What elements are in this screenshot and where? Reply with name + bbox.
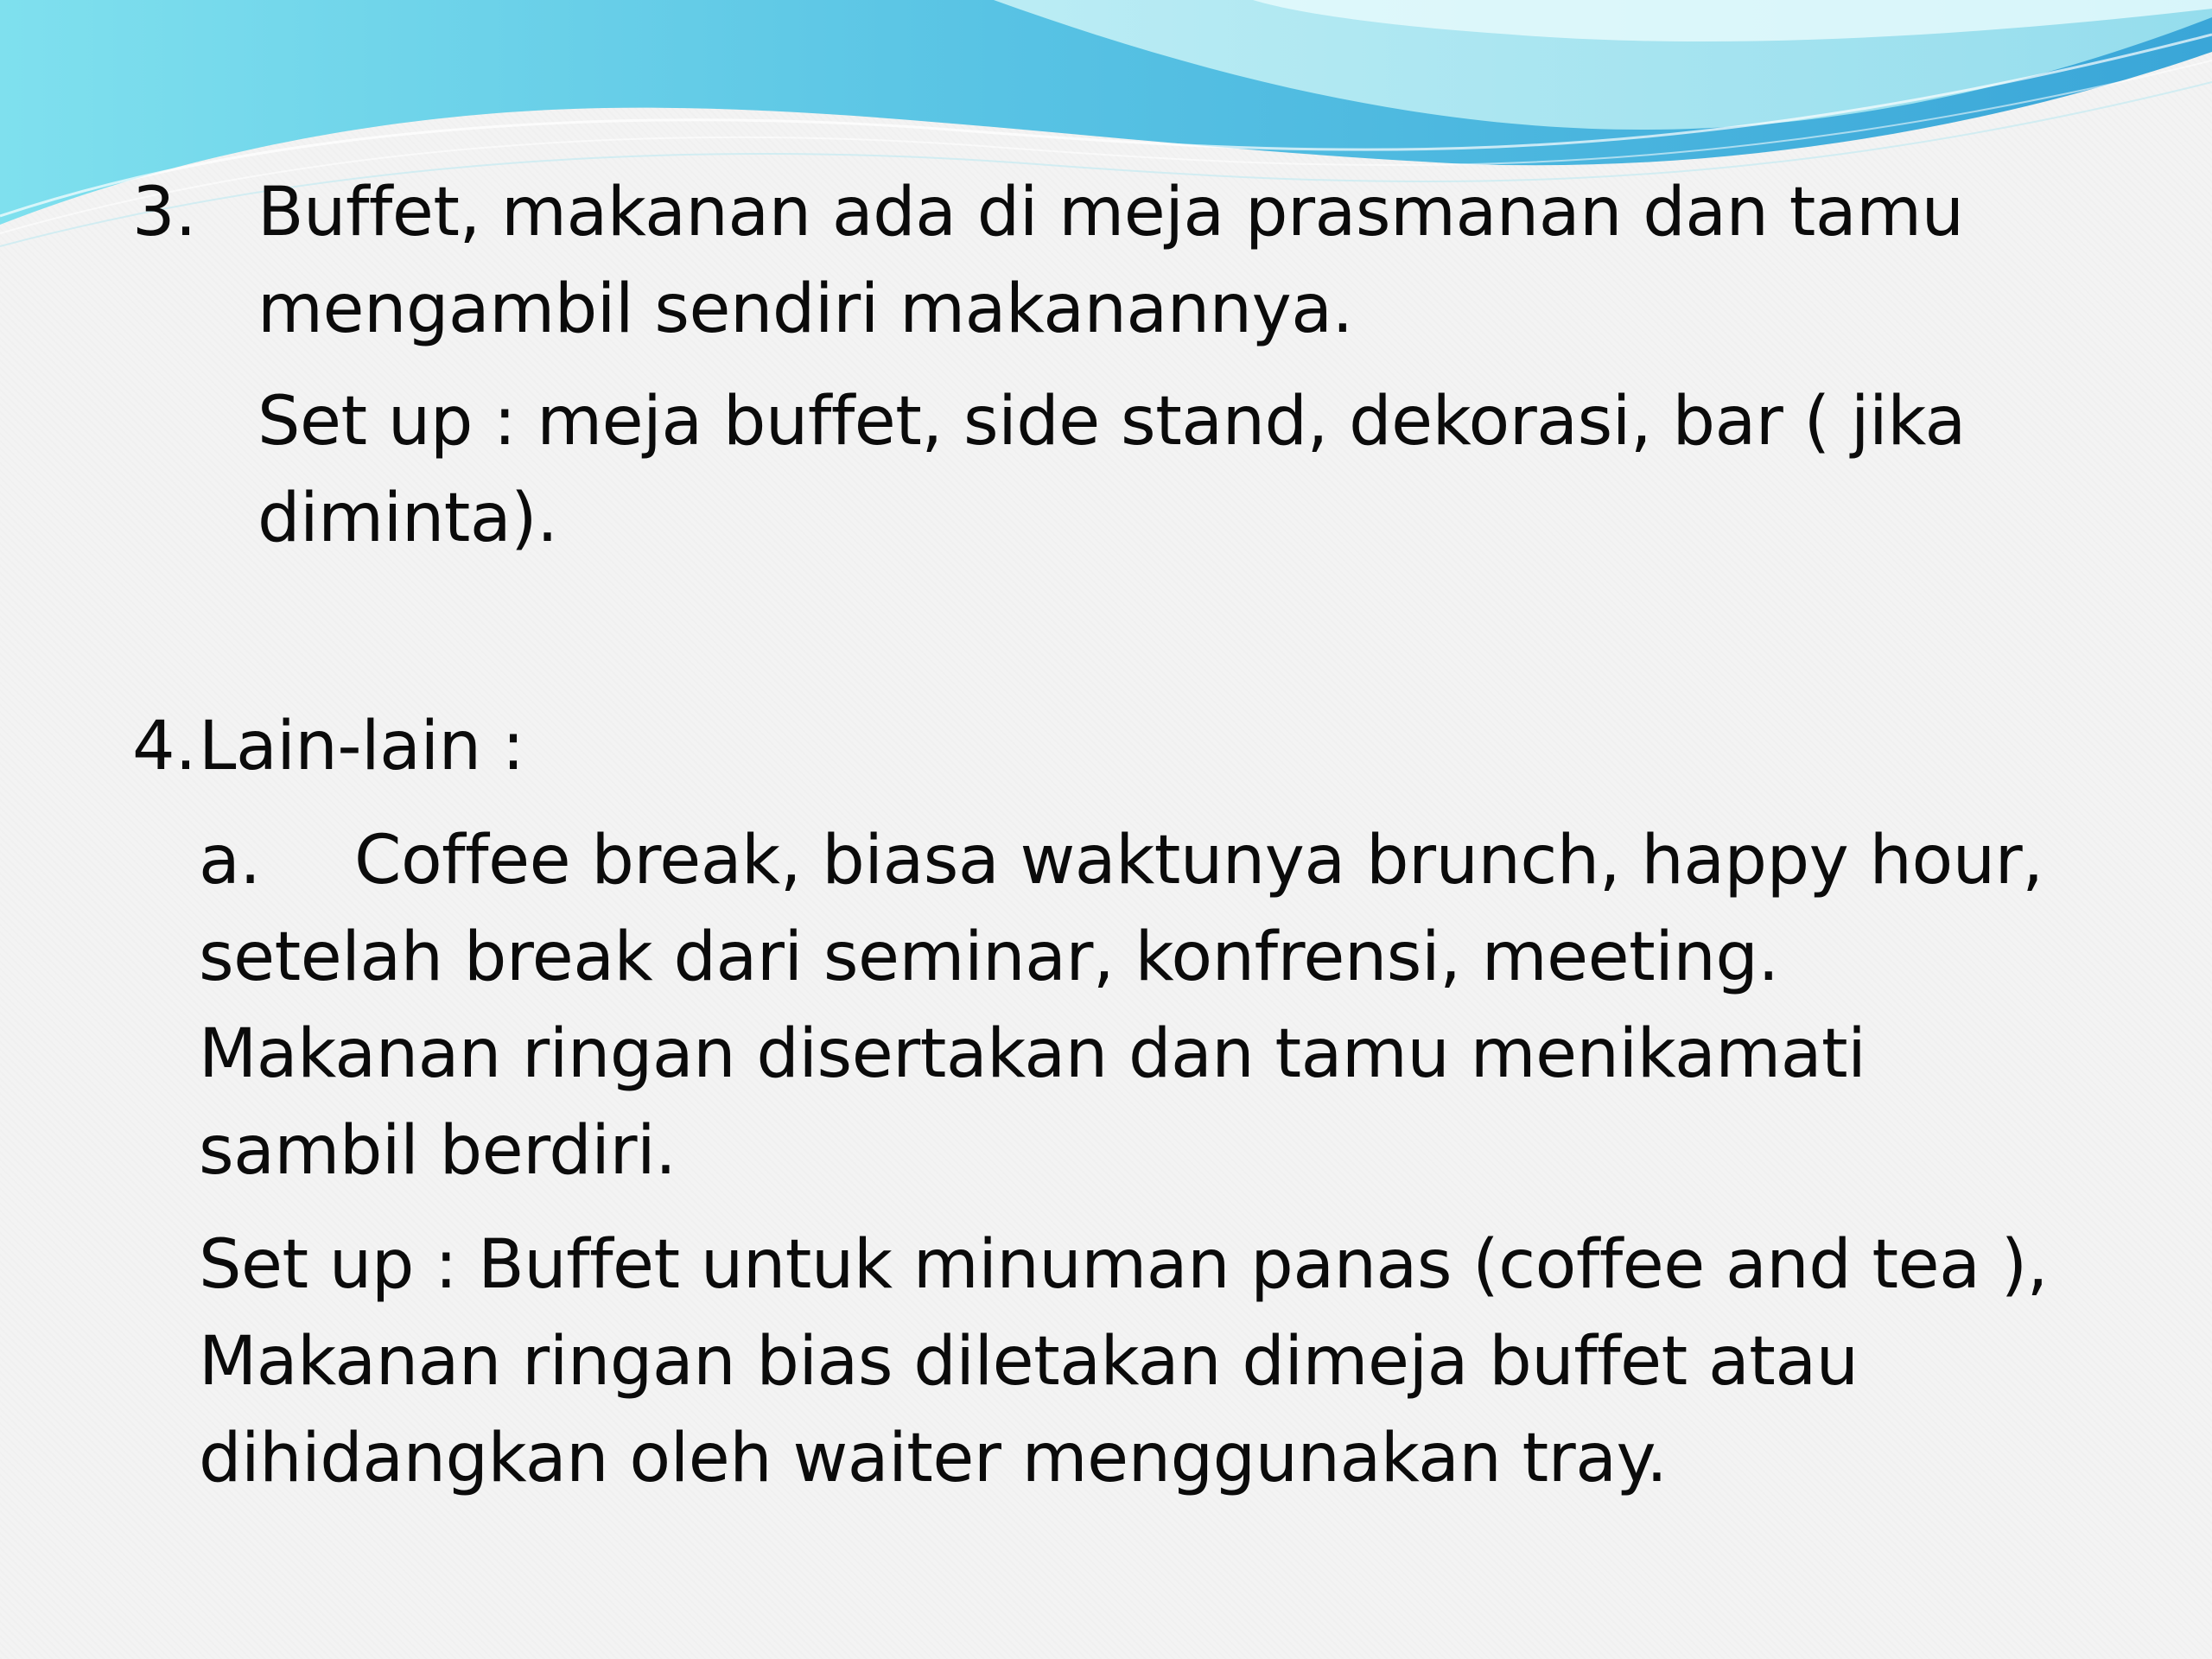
item3-line2: mengambil sendiri makanannya. [257, 270, 1353, 348]
sub-a-line1 [199, 812, 2044, 909]
sub-a-marker: a. [199, 822, 261, 899]
sub-a-line4: sambil berdiri. [199, 1112, 677, 1190]
item3-setup-line1: Set up : meja buffet, side stand, dekorasi, bar ( jika [257, 383, 1966, 461]
sub-a-setup-line3: dihidangkan oleh waiter menggunakan tray. [199, 1420, 1668, 1497]
item3-number: 3. [132, 174, 197, 251]
item3-setup-line2: diminta). [257, 480, 558, 557]
sub-a-line1-text: Coffee break, biasa waktunya brunch, happy hour, [354, 822, 2044, 899]
sub-a-setup-line1: Set up : Buffet untuk minuman panas (coffee and tea ), [199, 1226, 2048, 1304]
item3-text [257, 164, 1964, 358]
sub-a-line2: setelah break dari seminar, konfrensi, meeting. [199, 918, 1779, 996]
sub-a-setup-line2: Makanan ringan bias diletakan dimeja buffet atau [199, 1323, 1859, 1401]
item4-title: Lain-lain : [199, 708, 524, 785]
sub-a-line3: Makanan ringan disertakan dan tamu menikamati [199, 1015, 1866, 1093]
item3-line1: Buffet, makanan ada di meja prasmanan dan tamu [257, 174, 1964, 251]
item4-sub-a [199, 812, 2044, 1199]
item4-sub-a-setup [199, 1217, 2048, 1507]
item3-setup [257, 373, 1966, 567]
item4-number: 4. [132, 708, 197, 785]
